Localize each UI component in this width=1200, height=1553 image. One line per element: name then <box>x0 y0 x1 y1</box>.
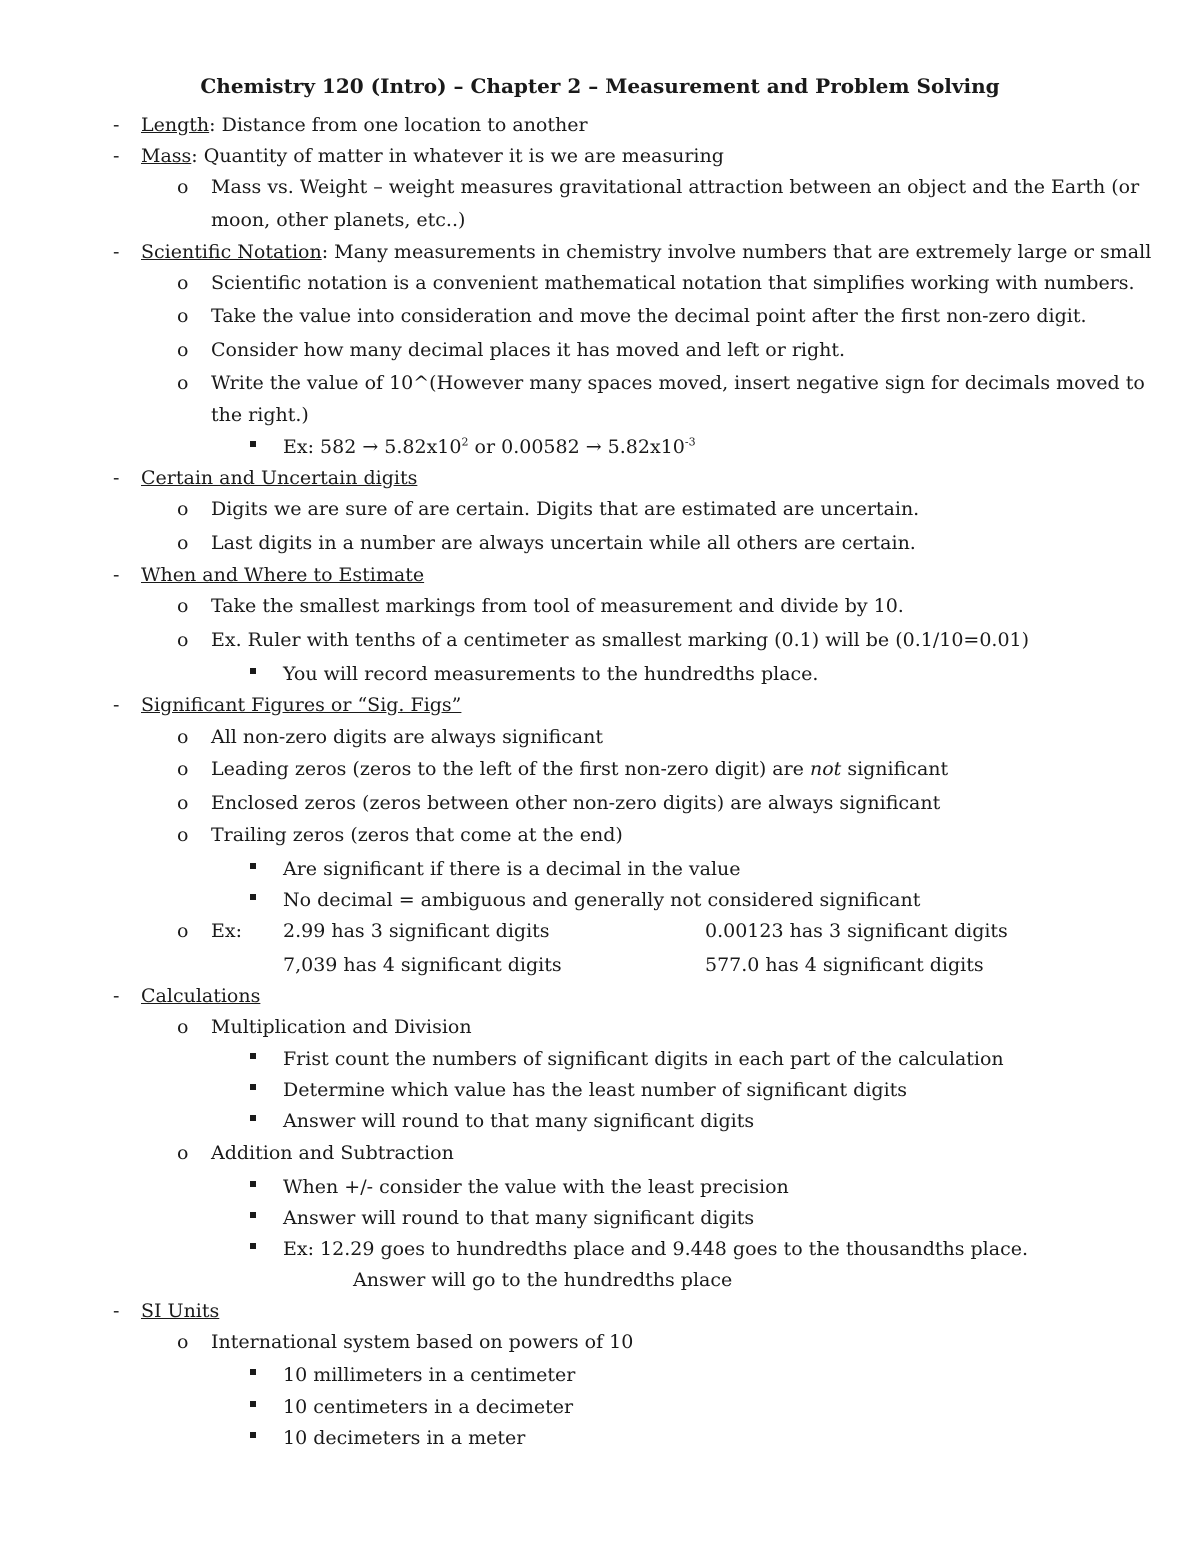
list-item-sci-3: Consider how many decimal places it has moved and left or right. <box>211 339 846 361</box>
list-item-sigfigs-1: All non-zero digits are always significant <box>211 726 603 748</box>
list-item-mass-weight: Mass vs. Weight – weight measures gravitational attraction between an object and the Earth (or <box>211 176 1140 198</box>
list-item-sigfigs-3: Enclosed zeros (zeros between other non-zero digits) are always significant <box>211 792 941 814</box>
sigfigs-example-label: Ex: <box>211 920 242 942</box>
list-item-mult-div-1: Frist count the numbers of significant digits in each part of the calculation <box>283 1048 1004 1070</box>
text-mass: : Quantity of matter in whatever it is we are measuring <box>191 145 724 167</box>
sci-example-part2: or 0.00582 → 5.82x10 <box>468 436 685 458</box>
dash-bullet: - <box>113 114 120 136</box>
circle-bullet: o <box>177 758 189 780</box>
list-item-add-sub: Addition and Subtraction <box>211 1142 454 1164</box>
list-item-estimate-2: Ex. Ruler with tenths of a centimeter as smallest marking (0.1) will be (0.1/10=0.01) <box>211 629 1030 651</box>
sigfigs-example-1: 2.99 has 3 significant digits <box>283 920 550 942</box>
text-sci: : Many measurements in chemistry involve numbers that are extremely large or small <box>321 241 1152 263</box>
list-item-mult-div-2: Determine which value has the least number of significant digits <box>283 1079 908 1101</box>
list-item-add-sub-2: Answer will round to that many significant digits <box>283 1207 755 1229</box>
list-item-certain-1: Digits we are sure of are certain. Digits that are estimated are uncertain. <box>211 498 920 520</box>
circle-bullet: o <box>177 532 189 554</box>
sigfigs-example-3: 7,039 has 4 significant digits <box>283 954 562 976</box>
list-item-mass <box>141 143 724 169</box>
square-bullet <box>250 1212 256 1218</box>
circle-bullet: o <box>177 272 189 294</box>
list-item-add-sub-3-cont: Answer will go to the hundredths place <box>353 1269 733 1291</box>
list-item-sci-2: Take the value into consideration and move the decimal point after the first non-zero digit. <box>211 305 1087 327</box>
list-item-length <box>141 112 588 138</box>
list-item-sigfigs-2 <box>211 756 948 782</box>
dash-bullet: - <box>113 241 120 263</box>
list-item-mult-div-3: Answer will round to that many significant digits <box>283 1110 755 1132</box>
list-item-sci-example <box>283 434 696 460</box>
dash-bullet: - <box>113 985 120 1007</box>
list-item-sigfigs-4b: No decimal = ambiguous and generally not considered significant <box>283 889 921 911</box>
square-bullet <box>250 668 256 674</box>
term-certain: Certain and Uncertain digits <box>141 467 418 489</box>
list-item-add-sub-1: When +/- consider the value with the least precision <box>283 1176 789 1198</box>
term-sigfigs: Significant Figures or “Sig. Figs” <box>141 694 462 716</box>
square-bullet <box>250 1401 256 1407</box>
list-item-sigfigs-4a: Are significant if there is a decimal in the value <box>283 858 741 880</box>
dash-bullet: - <box>113 467 120 489</box>
circle-bullet: o <box>177 920 189 942</box>
square-bullet <box>250 863 256 869</box>
square-bullet <box>250 441 256 447</box>
circle-bullet: o <box>177 372 189 394</box>
square-bullet <box>250 1181 256 1187</box>
circle-bullet: o <box>177 792 189 814</box>
sci-example-part1: Ex: 582 → 5.82x10 <box>283 436 462 458</box>
list-item-sci-4: Write the value of 10^(However many spaces moved, insert negative sign for decimals moved to <box>211 372 1145 394</box>
list-item-mass-weight-cont: moon, other planets, etc..) <box>211 209 466 231</box>
list-item-sci-1: Scientific notation is a convenient mathematical notation that simplifies working with numbers. <box>211 272 1135 294</box>
list-item-mult-div: Multiplication and Division <box>211 1016 472 1038</box>
dash-bullet: - <box>113 564 120 586</box>
dash-bullet: - <box>113 1300 120 1322</box>
list-item-si-1b: 10 centimeters in a decimeter <box>283 1396 574 1418</box>
list-item-si-1a: 10 millimeters in a centimeter <box>283 1364 576 1386</box>
list-item-add-sub-3: Ex: 12.29 goes to hundredths place and 9.448 goes to the thousandths place. <box>283 1238 1029 1260</box>
square-bullet <box>250 1115 256 1121</box>
text-length: : Distance from one location to another <box>209 114 588 136</box>
circle-bullet: o <box>177 824 189 846</box>
circle-bullet: o <box>177 176 189 198</box>
term-sci: Scientific Notation <box>141 241 322 263</box>
circle-bullet: o <box>177 339 189 361</box>
list-item-si-1c: 10 decimeters in a meter <box>283 1427 526 1449</box>
sci-example-exp2: -3 <box>684 435 696 449</box>
dash-bullet: - <box>113 694 120 716</box>
term-calculations: Calculations <box>141 985 261 1007</box>
circle-bullet: o <box>177 595 189 617</box>
document-title: Chemistry 120 (Intro) – Chapter 2 – Measurement and Problem Solving <box>200 74 1000 98</box>
circle-bullet: o <box>177 1142 189 1164</box>
circle-bullet: o <box>177 305 189 327</box>
term-length: Length <box>141 114 210 136</box>
list-item-sci-4-cont: the right.) <box>211 404 309 426</box>
circle-bullet: o <box>177 1331 189 1353</box>
sigfigs-2-pre: Leading zeros (zeros to the left of the first non-zero digit) are <box>211 758 810 780</box>
square-bullet <box>250 1053 256 1059</box>
list-item-si-1: International system based on powers of 10 <box>211 1331 634 1353</box>
square-bullet <box>250 894 256 900</box>
list-item-sci <box>141 239 1151 265</box>
list-item-sigfigs-4: Trailing zeros (zeros that come at the end) <box>211 824 623 846</box>
square-bullet <box>250 1084 256 1090</box>
circle-bullet: o <box>177 629 189 651</box>
sci-example-exp1: 2 <box>461 435 469 449</box>
square-bullet <box>250 1243 256 1249</box>
sigfigs-2-post: significant <box>841 758 949 780</box>
circle-bullet: o <box>177 1016 189 1038</box>
circle-bullet: o <box>177 726 189 748</box>
circle-bullet: o <box>177 498 189 520</box>
term-estimate: When and Where to Estimate <box>141 564 425 586</box>
dash-bullet: - <box>113 145 120 167</box>
sigfigs-example-2: 0.00123 has 3 significant digits <box>705 920 1008 942</box>
square-bullet <box>250 1369 256 1375</box>
list-item-certain-2: Last digits in a number are always uncertain while all others are certain. <box>211 532 916 554</box>
list-item-estimate-2a: You will record measurements to the hundredths place. <box>283 663 819 685</box>
sigfigs-example-4: 577.0 has 4 significant digits <box>705 954 984 976</box>
sigfigs-2-emphasis: not <box>809 758 842 780</box>
term-mass: Mass <box>141 145 192 167</box>
term-si-units: SI Units <box>141 1300 220 1322</box>
square-bullet <box>250 1432 256 1438</box>
list-item-estimate-1: Take the smallest markings from tool of measurement and divide by 10. <box>211 595 904 617</box>
